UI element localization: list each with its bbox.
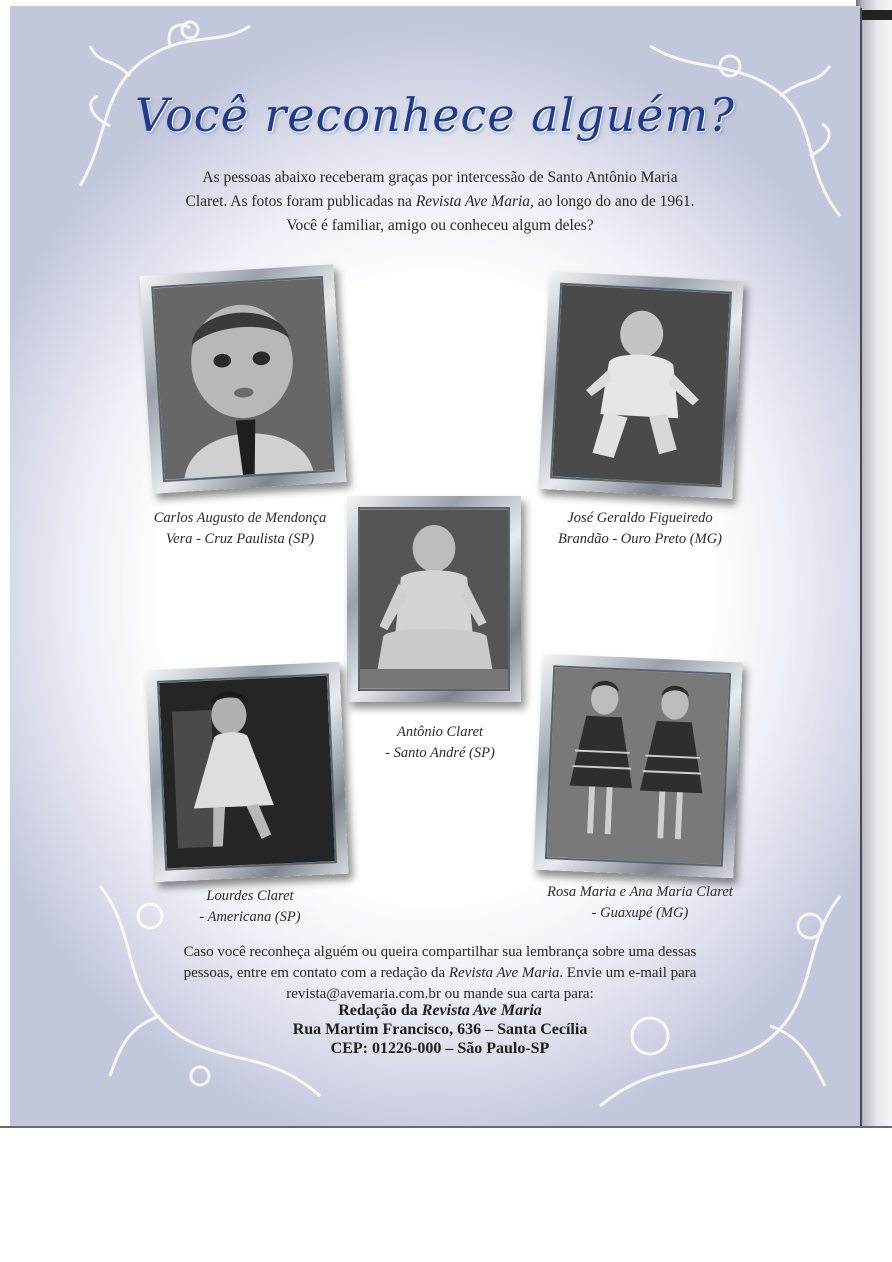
portrait-baby-center (360, 509, 508, 689)
scan-edge (856, 0, 892, 1126)
caption-jose-line2: Brandão - Ouro Preto (MG) (557, 531, 723, 547)
address-line-1 (230, 1001, 650, 1020)
caption-jose (530, 508, 750, 550)
caption-antonio (330, 722, 550, 764)
framed-photo-jose (538, 271, 743, 499)
contact-part-1: Caso você reconheça alguém ou queira compartilhar sua lembrança sobre uma dessas pessoas, entre em contato com a redação da (183, 944, 697, 981)
contact-magazine-name: Revista Ave Maria (448, 965, 560, 981)
intro-part-1: As pessoas abaixo receberam graças por intercessão de Santo Antônio Maria Claret. As fotos foram publicadas na (185, 169, 678, 210)
caption-carlos-line1: Carlos Augusto de Mendonça (153, 510, 327, 526)
caption-lourdes-line1: Lourdes Claret (206, 888, 294, 904)
scan-bottom-edge (0, 1126, 892, 1128)
address-magazine-name: Revista Ave Maria (421, 1002, 542, 1019)
intro-magazine-name: Revista Ave Maria, (415, 193, 534, 210)
caption-rosa-ana (510, 882, 770, 924)
portrait-twin-girls (547, 667, 729, 864)
caption-antonio-line2: - Santo André (SP) (385, 745, 495, 761)
address-prefix: Redação da (338, 1002, 422, 1019)
framed-photo-carlos (140, 264, 347, 493)
scan-edge-mark (856, 10, 892, 20)
portrait-baby-with-tie (153, 278, 332, 480)
contact-paragraph (160, 942, 720, 1005)
caption-carlos (130, 508, 350, 550)
caption-jose-line1: José Geraldo Figueiredo (567, 510, 713, 526)
caption-rosa-ana-line1: Rosa Maria e Ana Maria Claret (547, 884, 733, 900)
framed-photo-rosa-ana (533, 654, 742, 879)
framed-photo-antonio (347, 496, 521, 702)
page-title: Você reconhece alguém? (135, 88, 735, 142)
intro-paragraph (180, 166, 700, 238)
magazine-page (10, 6, 860, 1126)
caption-antonio-line1: Antônio Claret (396, 724, 484, 740)
portrait-girl-in-dress (159, 675, 335, 868)
address-line-2: Rua Martim Francisco, 636 – Santa Cecília (292, 1021, 588, 1038)
caption-rosa-ana-line2: - Guaxupé (MG) (591, 905, 689, 921)
caption-lourdes-line2: - Americana (SP) (199, 909, 301, 925)
contact-part-2: . Envie um e-mail para revista@avemaria.com.br ou mande sua carta para: (286, 965, 697, 1002)
caption-carlos-line2: Vera - Cruz Paulista (SP) (165, 531, 315, 547)
address-line-3: CEP: 01226-000 – São Paulo-SP (330, 1040, 550, 1057)
framed-photo-lourdes (145, 662, 348, 882)
mailing-address (230, 1001, 650, 1058)
caption-lourdes (140, 886, 360, 928)
intro-part-2: ao longo do ano de 1961. Você é familiar, amigo ou conheceu algum deles? (286, 193, 695, 234)
portrait-baby-sitting (552, 285, 730, 486)
